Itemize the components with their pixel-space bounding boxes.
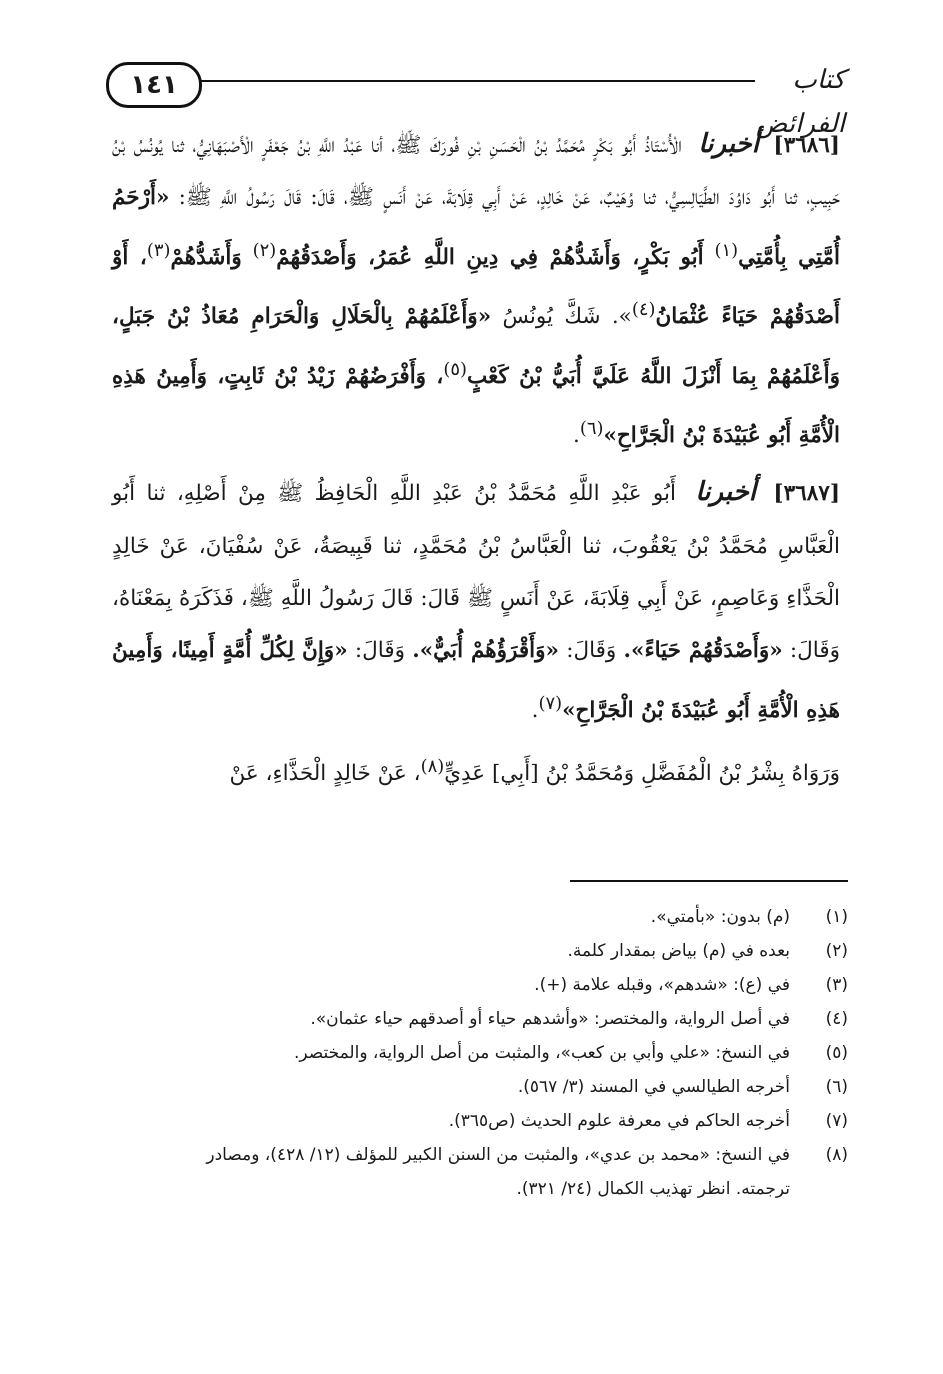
footnote-text: في (ع): «شدهم»، وقبله علامة (+). xyxy=(534,975,790,995)
footnote-marker: (١) xyxy=(825,907,848,927)
hadith-text: «وَإِنَّ لِكُلِّ أُمَّةٍ أَمِينًا، وَأَمِينُ هَذِهِ الْأُمَّةِ أَبُو عُبَيْدَةَ بْنُ الْجَرَّاحِ» xyxy=(112,638,840,723)
footnote-ref: (٢) xyxy=(252,239,277,261)
body-text: . xyxy=(572,423,580,449)
body-text: . xyxy=(531,697,539,723)
footnote-marker: (٣) xyxy=(825,975,848,995)
hadith-text: ، أَوْ أَصْدَقُهُمْ حَيَاءً عُثْمَانُ xyxy=(112,244,841,330)
isnad-text: الْأُسْتَاذُ أَبُو بَكْرٍ مُحَمَّدُ بْنُ الْحَسَنِ بْنِ فُورَكَ ﷺ، أنا عَبْدُ اللَّهِ بْنُ جَعْفَرٍ الْأَصْبَهَانِيُّ، ثنا يُونُسُ بْنُ حَبِيبٍ، ثنا أَبُو دَاوُدَ الطَّيَالِسِيُّ، ثنا وُهَيْبٌ، عَنْ خَالِدٍ، عَنْ أَبِي قِلَابَةَ، عَنْ أَنَسٍ ﷺ، قَالَ: قَالَ رَسُولُ اللَّهِ ﷺ: xyxy=(112,133,840,211)
footnote-item xyxy=(108,934,848,968)
book-title: كتاب الفرائض xyxy=(756,65,845,139)
hadith-text: «أَرْحَمُ أُمَّتِي بِأُمَّتِي xyxy=(112,185,841,270)
footnote-ref: (٤) xyxy=(631,299,656,321)
page-header xyxy=(100,58,845,139)
footnote-marker: (٤) xyxy=(825,1009,848,1029)
header-rule xyxy=(200,80,755,82)
hadith-number: [٣٦٨٧] xyxy=(773,481,840,507)
hadith-number: [٣٦٨٦] xyxy=(773,133,840,158)
footnote-text: أخرجه الطيالسي في المسند (٣/ ٥٦٧). xyxy=(517,1077,790,1097)
page-number: ١٤١ xyxy=(106,62,202,108)
hadith-paragraph-3686 xyxy=(112,118,840,462)
footnote-marker: (٢) xyxy=(825,941,848,961)
body-text: وَقَالَ: xyxy=(354,638,405,664)
footnote-text: في النسخ: «علي وأبي بن كعب»، والمثبت من أصل الرواية، والمختصر. xyxy=(293,1043,790,1063)
footnote-item xyxy=(108,1036,848,1070)
footnote-separator xyxy=(570,880,848,882)
hadith-text: «وَأَقْرَؤُهُمْ أُبَيٌّ». xyxy=(412,638,559,664)
body-text: وَقَالَ: xyxy=(566,638,617,664)
footnote-ref: (٣) xyxy=(146,239,171,261)
hadith-text: أَبُو بَكْرٍ، وَأَشَدُّهُمْ فِي دِينِ اللَّهِ عُمَرُ، وَأَصْدَقُهُمْ xyxy=(276,244,704,270)
isnad-text: أَبُو عَبْدِ اللَّهِ مُحَمَّدُ بْنُ عَبْدِ اللَّهِ الْحَافِظُ ﷺ مِنْ أَصْلِهِ، ثنا أَبُو الْعَبَّاسِ مُحَمَّدُ بْنُ يَعْقُوبَ، ثنا الْعَبَّاسُ بْنُ مُحَمَّدٍ، ثنا قَبِيصَةُ، عَنْ سُفْيَانَ، عَنْ خَالِدٍ الْحَذَّاءِ وَعَاصِمٍ، عَنْ أَبِي قِلَابَةَ، عَنْ أَنَسٍ ﷺ قَالَ: قَالَ رَسُولُ اللَّهِ ﷺ، فَذَكَرَهُ بِمَعْنَاهُ، وَقَالَ: xyxy=(112,481,840,664)
akhbarana-word: أخبرنا xyxy=(698,129,759,159)
footnote-ref: (٥) xyxy=(443,358,467,380)
hadith-text: وَأَشَدُّهُمْ xyxy=(170,244,242,270)
narration-paragraph xyxy=(112,741,840,800)
footnote-text: في النسخ: «محمد بن عدي»، والمثبت من السنن الكبير للمؤلف (١٢/ ٤٢٨)، ومصادر xyxy=(206,1145,790,1165)
footnote-text: أخرجه الحاكم في معرفة علوم الحديث (ص٣٦٥). xyxy=(448,1111,790,1131)
footnote-item xyxy=(108,968,848,1002)
footnotes xyxy=(108,900,848,1206)
footnote-item xyxy=(108,1104,848,1138)
footnote-text: في أصل الرواية، والمختصر: «وأشدهم حياء أو أصدقهم حياء عثمان». xyxy=(310,1009,790,1029)
footnote-marker: (٧) xyxy=(825,1111,848,1131)
main-text xyxy=(112,118,840,801)
akhbarana-word: أخبرنا xyxy=(695,477,757,508)
hadith-text: «وَأَعْلَمُهُمْ بِالْحَلَالِ وَالْحَرَامِ مُعَاذُ بْنُ جَبَلٍ، وَأَعْلَمُهُمْ بِمَا أَنْزَلَ اللَّهُ عَلَيَّ أُبَيُّ بْنُ كَعْبٍ xyxy=(112,304,840,389)
footnote-item xyxy=(108,900,848,934)
footnote-text: (م) بدون: «بأمتي». xyxy=(650,907,790,927)
footnote-marker: (٨) xyxy=(825,1145,848,1165)
footnote-item xyxy=(108,1138,848,1172)
hadith-text: «وَأَصْدَقُهُمْ حَيَاءً». xyxy=(623,638,783,664)
footnote-item xyxy=(108,1002,848,1036)
footnote-ref: (٦) xyxy=(579,417,604,439)
body-text: وَرَوَاهُ بِشْرُ بْنُ الْمُفَضَّلِ وَمُحَمَّدُ بْنُ [أَبِي] عَدِيٍّ xyxy=(444,761,840,787)
hadith-text: ، وَأَفْرَضُهُمْ زَيْدُ بْنُ ثَابِتٍ، وَأَمِينُ هَذِهِ الْأُمَّةِ أَبُو عُبَيْدَةَ بْنُ الْجَرَّاحِ» xyxy=(112,363,840,449)
footnote-marker: (٥) xyxy=(825,1043,848,1063)
body-text: ، عَنْ خَالِدٍ الْحَذَّاءِ، عَنْ xyxy=(229,761,421,787)
footnote-marker: (٦) xyxy=(825,1077,848,1097)
body-text: ». شَكَّ يُونُسُ xyxy=(502,304,632,330)
footnote-ref: (٧) xyxy=(538,692,563,714)
footnote-ref: (١) xyxy=(714,239,739,261)
footnote-ref: (٨) xyxy=(420,756,445,778)
footnote-continuation: ترجمته. انظر تهذيب الكمال (٢٤/ ٣٢١). xyxy=(516,1179,790,1199)
hadith-paragraph-3687 xyxy=(112,466,840,737)
footnote-item xyxy=(108,1070,848,1104)
footnote-text: بعده في (م) بياض بمقدار كلمة. xyxy=(567,941,790,961)
